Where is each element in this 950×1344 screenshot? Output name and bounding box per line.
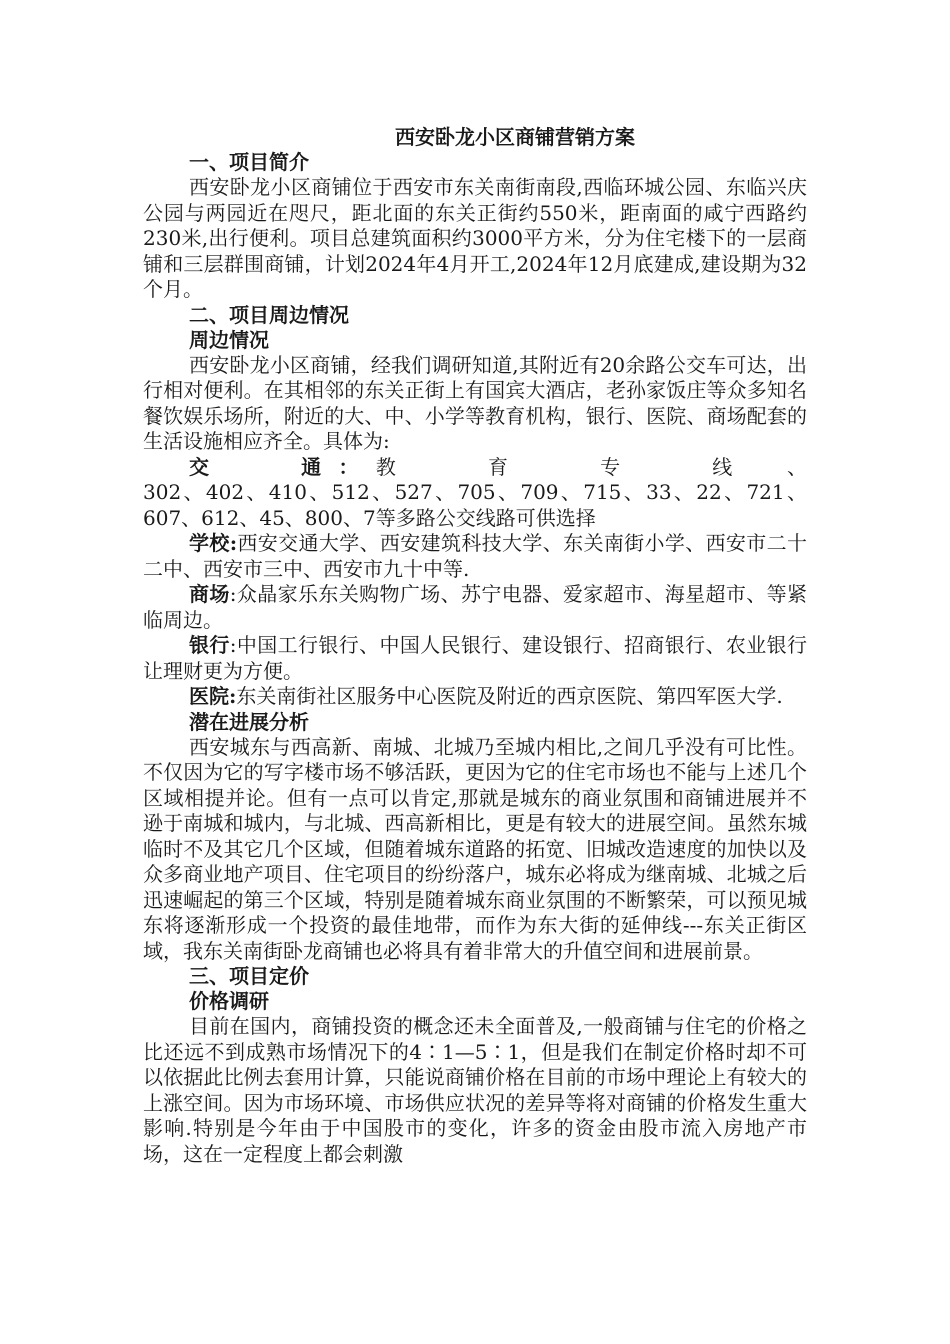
document-body [143,124,807,1167]
potential-paragraph: 西安城东与西高新、南城、北城乃至城内相比,之间几乎没有可比性。不仅因为它的写字楼市场不够活跃，更因为它的住宅市场也不能与上述几个区域相提并论。但有一点可以肯定,那就是城东的商业氛围和商铺进展并不逊于南城和城内，与北城、西高新相比，更是有较大的进展空间。虽然东城临时不及其它几个区域，但随着城东道路的拓宽、旧城改造速度的加快以及众多商业地产项目、住宅项目的纷纷落户，城东必将成为继南城、北城之后迅速崛起的第三个区域，特别是随着城东商业氛围的不断繁荣，可以预见城东将逐渐形成一个投资的最佳地带，而作为东大街的延伸线---东关正街区域，我东关南街卧龙商铺也必将具有着非常大的升值空间和进展前景。 [143,734,807,963]
intro-paragraph: 西安卧龙小区商铺位于西安市东关南街南段,西临环城公园、东临兴庆公园与两园近在咫尺，距北面的东关正街约550米，距南面的咸宁西路约230米,出行便利。项目总建筑面积约3000平方米，分为住宅楼下的一层商铺和三层群围商铺，计划2024年4月开工,2024年12月底建成,建设期为32个月。 [143,175,807,301]
subheading-price-research: 价格调研 [189,989,269,1013]
bank-label: 银行 [189,633,230,657]
hospital-text: 东关南街社区服务中心医院及附近的西京医院、第四军医大学. [236,684,783,708]
traffic-label: 交 通： [189,454,376,479]
mall-label: 商场 [189,582,230,606]
traffic-routes: 302、402、410、512、527、705、709、715、33、22、721、607、612、45、800、7等多路公交线路可供选择 [143,480,807,530]
school-text: 西安交通大学、西安建筑科技大学、东关南街小学、西安市二十二中、西安市三中、西安市九十中等. [143,531,807,581]
subheading-potential: 潜在进展分析 [189,709,309,734]
school-label: 学校: [189,531,238,555]
subheading-surroundings: 周边情况 [189,327,269,352]
page-title: 西安卧龙小区商铺营销方案 [395,125,635,149]
surroundings-paragraph: 西安卧龙小区商铺，经我们调研知道,其附近有20余路公交车可达，出行相对便利。在其相邻的东关正街上有国宾大酒店，老孙家饭庄等众多知名餐饮娱乐场所，附近的大、中、小学等教育机构，银行、医院、商场配套的生活设施相应齐全。具体为: [143,352,807,453]
traffic-line [143,455,807,481]
bank-text: :中国工行银行、中国人民银行、建设银行、招商银行、农业银行让理财更为方便。 [143,633,807,683]
section-heading-pricing: 三、项目定价 [189,964,309,988]
mall-paragraph [143,582,807,633]
mall-text: :众晶家乐东关购物广场、苏宁电器、爱家超市、海星超市、等紧临周边。 [143,582,807,632]
hospital-paragraph [143,684,807,710]
price-paragraph: 目前在国内，商铺投资的概念还未全面普及,一般商铺与住宅的价格之比还远不到成熟市场情况下的4∶1—5∶1，但是我们在制定价格时却不可以依据此比例去套用计算，只能说商铺价格在目前的市场中理论上有较大的上涨空间。因为市场环境、市场供应状况的差异等将对商铺的价格发生重大影响.特别是今年由于中国股市的变化，许多的资金由股市流入房地产市场，这在一定程度上都会刺激 [143,1014,807,1166]
section-heading-surroundings: 二、项目周边情况 [189,302,349,327]
section-heading-intro: 一、项目简介 [189,150,309,174]
bank-paragraph [143,633,807,684]
school-paragraph [143,531,807,582]
traffic-line1-text: 教 育 专 线 、 [375,454,807,479]
hospital-label: 医院: [189,684,237,708]
